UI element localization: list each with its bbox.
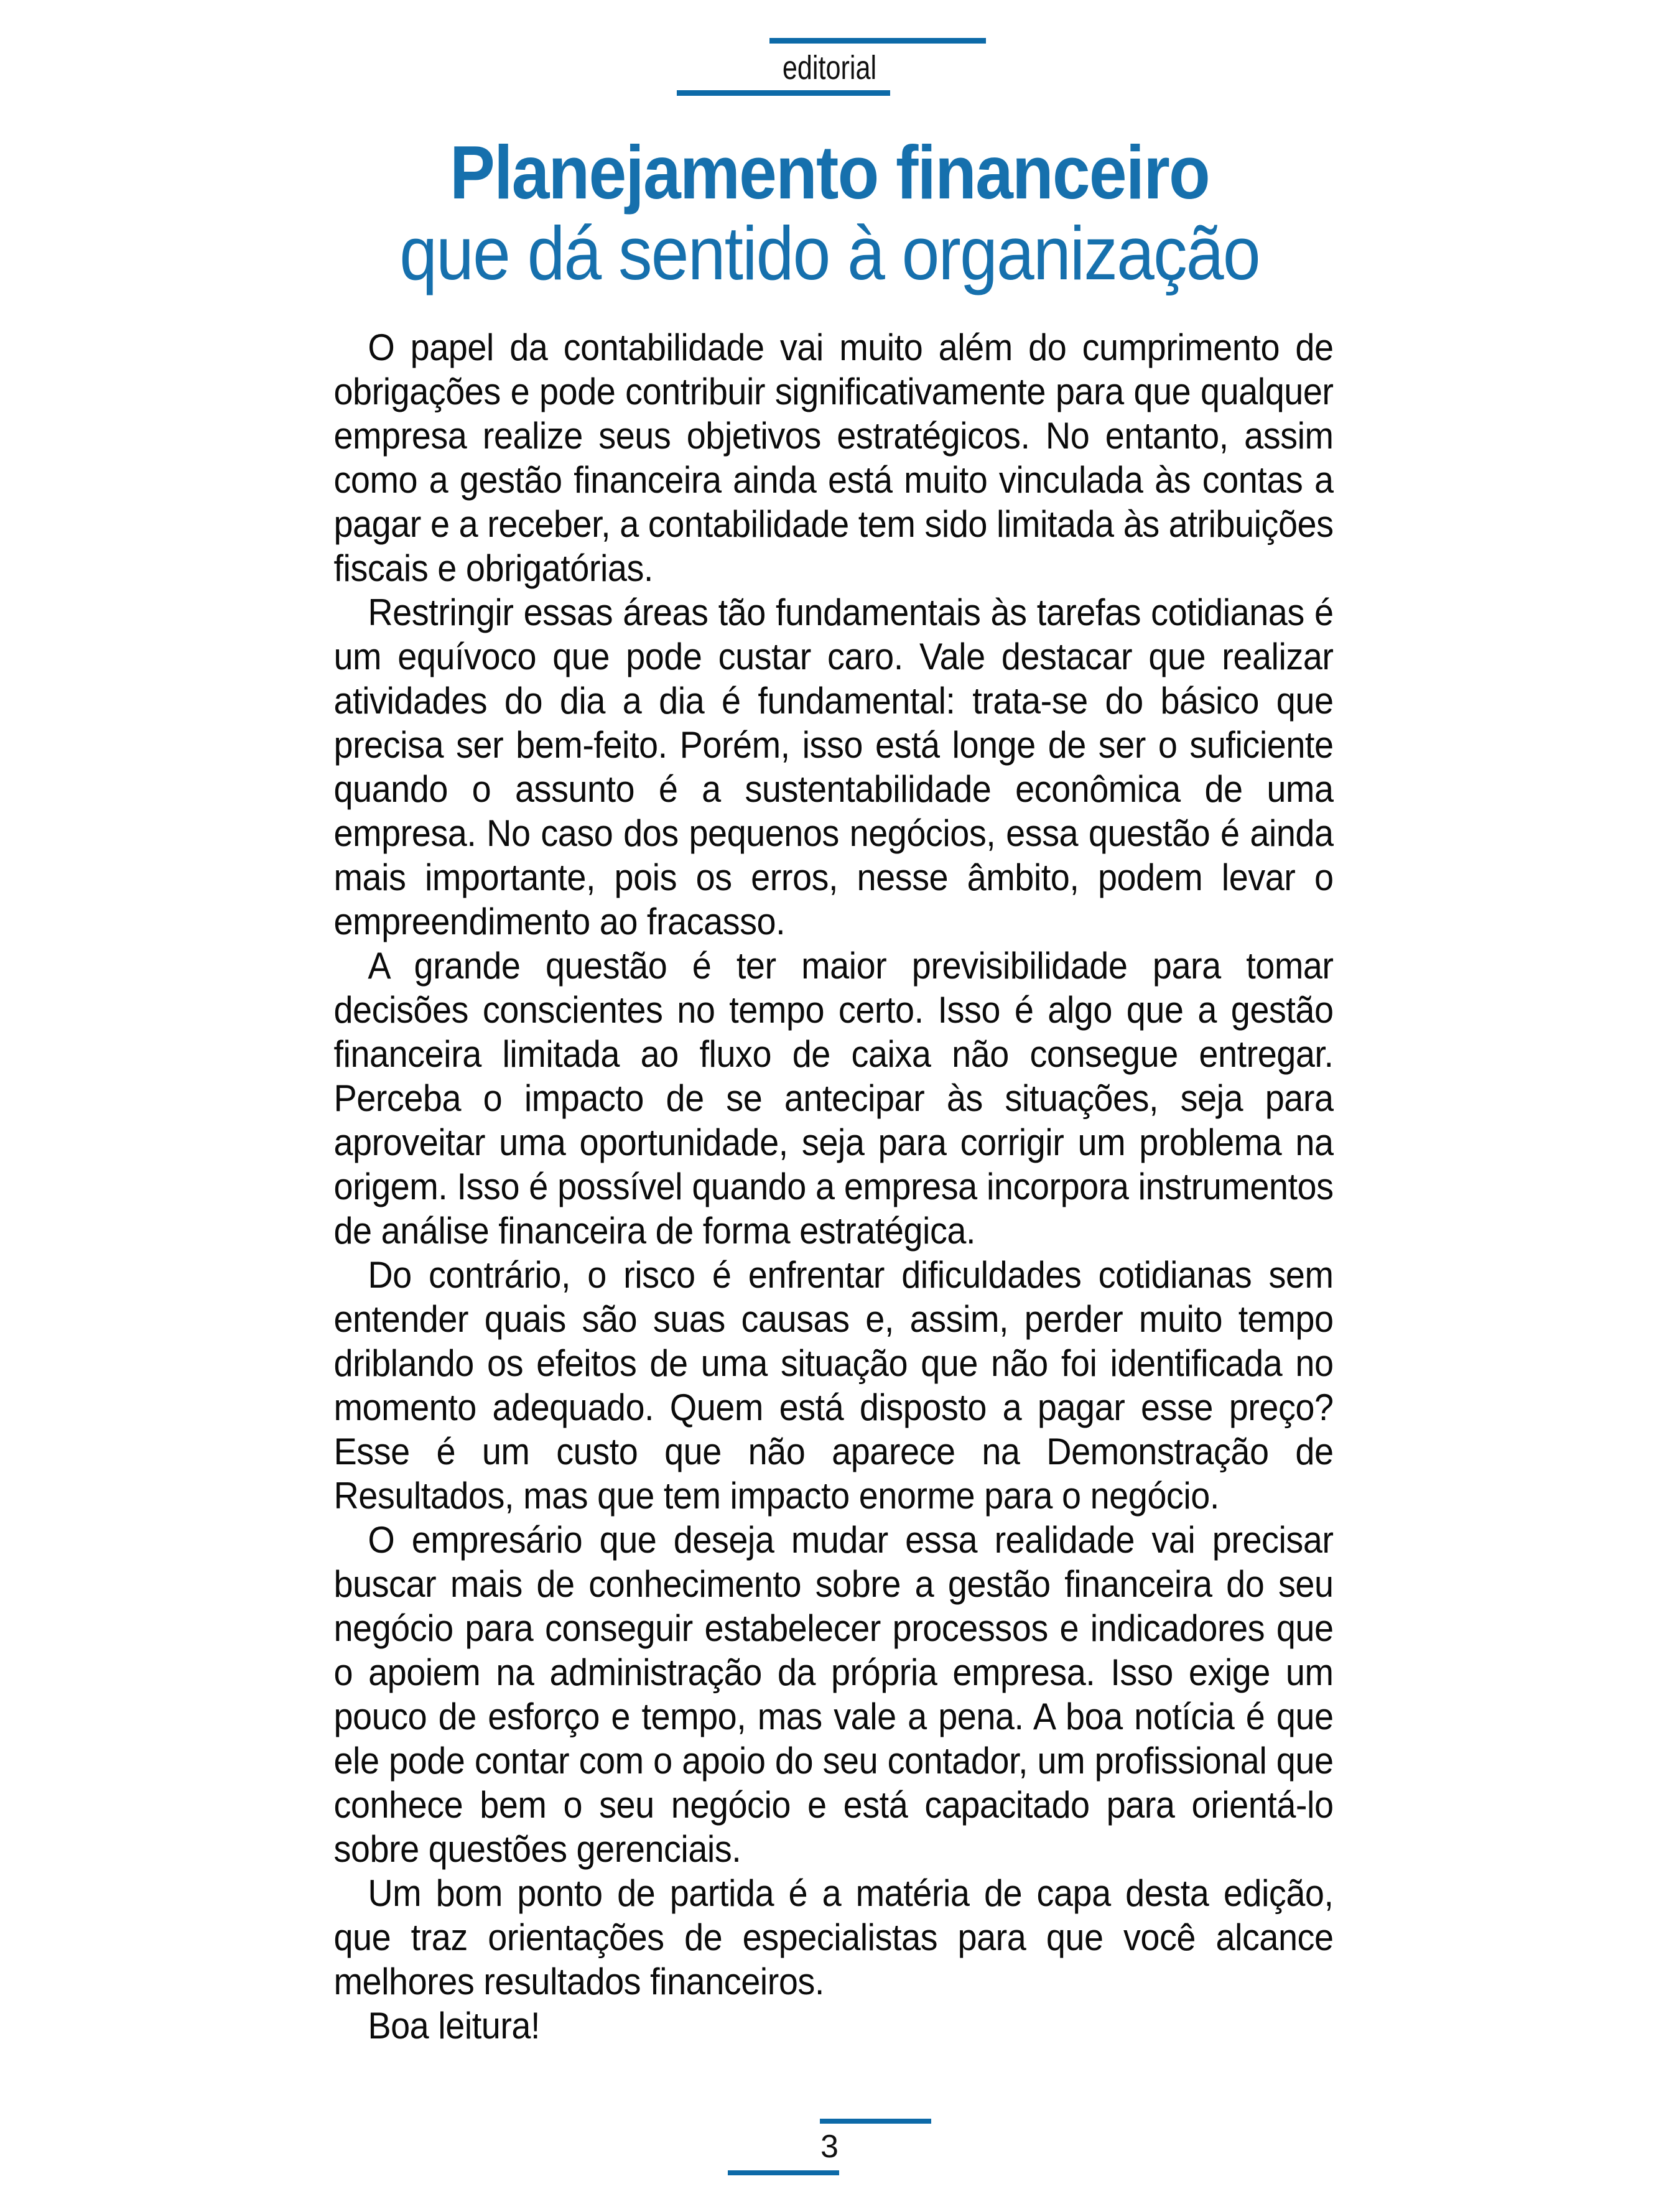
paragraph: Boa leitura! [368,2005,541,2047]
paragraph: O empresário que deseja mudar essa realidade vai precisar buscar mais de conhecimento sobre a gestão financeira do seu negócio para conseguir estabelecer processos e indicadores que o apoiem na administração da própria empresa. Isso exige um pouco de esforço e tempo, mas vale a pena. A boa notícia é que ele pode contar com o apoio do seu contador, um profissional que conhece bem o seu negócio e está capacitado para orientá-lo sobre questões gerenciais. [333,1519,1334,1870]
footer-rule-top [820,2119,931,2124]
footer-rule-bottom [728,2170,839,2175]
paragraph: O papel da contabilidade vai muito além do cumprimento de obrigações e pode contribuir significativamente para que qualquer empresa realize seus objetivos estratégicos. No entanto, assim como a gestão financeira ainda está muito vinculada às contas a pagar e a receber, a contabilidade tem sido limitada às atribuições fiscais e obrigatórias. [333,327,1334,589]
header-rule-bottom [677,90,890,96]
page-title-line1: Planejamento financeiro [450,130,1209,215]
section-label: editorial [782,49,877,86]
paragraph: Do contrário, o risco é enfrentar dificuldades cotidianas sem entender quais são suas causas e, assim, perder muito tempo driblando os efeitos de uma situação que não foi identificada no momento adequado. Quem está disposto a pagar esse preço? Esse é um custo que não aparece na Demonstração de Resultados, mas que tem impacto enorme para o negócio. [333,1254,1334,1517]
header-rule-top [769,38,986,44]
page-title-line2: que dá sentido à organização [399,211,1260,295]
page-title [87,132,1572,294]
paragraph: Um bom ponto de partida é a matéria de capa desta edição, que traz orientações de especialistas para que você alcance melhores resultados financeiros. [333,1872,1334,2002]
page-number: 3 [820,2129,839,2165]
paragraph: Restringir essas áreas tão fundamentais às tarefas cotidianas é um equívoco que pode custar caro. Vale destacar que realizar atividades do dia a dia é fundamental: trata-se do básico que precisa ser bem-feito. Porém, isso está longe de ser o suficiente quando o assunto é a sustentabilidade econômica de uma empresa. No caso dos pequenos negócios, essa questão é ainda mais importante, pois os erros, nesse âmbito, podem levar o empreendimento ao fracasso. [333,592,1334,942]
paragraph: A grande questão é ter maior previsibilidade para tomar decisões conscientes no tempo certo. Isso é algo que a gestão financeira limitada ao fluxo de caixa não consegue entregar. Perceba o impacto de se antecipar às situações, seja para aproveitar uma oportunidade, seja para corrigir um problema na origem. Isso é possível quando a empresa incorpora instrumentos de análise financeira de forma estratégica. [333,945,1334,1252]
editorial-body [333,325,1333,2048]
